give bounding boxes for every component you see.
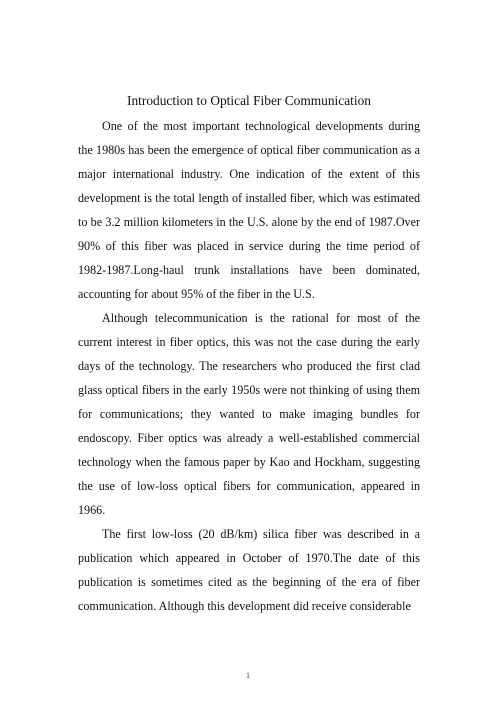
paragraph-2: Although telecommunication is the rational for most of the current interest in fiber optics, this was not the case during the early days of the technology. The researchers who produced the first clad glass optical fibers in the early 1950s were not thinking of using them for communications; they wanted to make imaging bundles for endoscopy. Fiber optics was already a well-established commercial technology when the famous paper by Kao and Hockham, suggesting the use of low-loss optical fibers for communication, appeared in 1966.	[78, 311, 420, 517]
document-title: Introduction to Optical Fiber Communication	[127, 93, 371, 108]
page-number: 1	[246, 671, 250, 680]
paragraph-1: One of the most important technological developments during the 1980s has been the emergence of optical fiber communication as a major international industry. One indication of the extent of this development is the total length of installed fiber, which was estimated to be 3.2 million kilometers in the U.S. alone by the end of 1987.Over 90% of this fiber was placed in service during the time period of 1982-1987.Long-haul trunk installations have been dominated, accounting for about 95% of the fiber in the U.S.	[78, 119, 420, 301]
page-content	[78, 91, 420, 618]
paragraph-3: The first low-loss (20 dB/km) silica fiber was described in a publication which appeared in October of 1970.The date of this publication is sometimes cited as the beginning of the era of fiber communication. Although this development did receive considerable	[78, 527, 420, 613]
